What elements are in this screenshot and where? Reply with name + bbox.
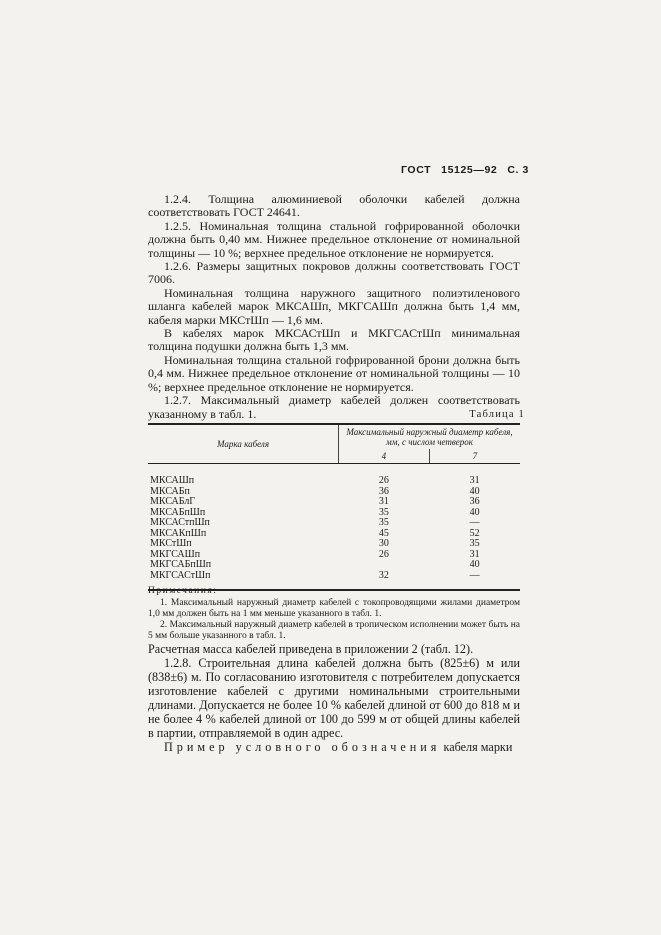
example-spaced-text: Пример условного обозначения — [164, 740, 441, 754]
paragraph: 1.2.6. Размеры защитных покровов должны соответствовать ГОСТ 7006. — [148, 259, 520, 287]
cell-v4: 30 — [378, 538, 389, 549]
cell-brand: МКСАСтпШп — [150, 517, 210, 528]
cell-v7: 31 — [469, 475, 480, 486]
paragraph: Номинальная толщина стальной гофрированной брони должна быть 0,4 мм. Нижнее предельное отклонение от номинальной толщины — 10 %; верхнее предельное отклонение не нормируется. — [148, 352, 520, 394]
cell-v4: 26 — [378, 548, 389, 560]
paragraph: В кабелях марок МКСАСтШп и МКГСАСтШп минимальная толщина подушки должна быть 1,3 мм. — [148, 326, 520, 354]
cell-brand: МКСАБпШп — [150, 506, 206, 518]
cell-brand: МКГСАШп — [150, 548, 201, 560]
cell-v4: 36 — [378, 485, 389, 497]
column-header-diameter: Максимальный наружный диаметр кабеля, мм, с числом четверок — [339, 424, 521, 449]
table-row — [148, 560, 520, 571]
cell-brand: МКСАБлГ — [150, 496, 196, 507]
cell-v7: — — [469, 517, 480, 528]
cell-v4: 35 — [378, 517, 389, 528]
cell-v7: 31 — [469, 548, 480, 560]
notes-title: Примечания: — [148, 586, 218, 596]
cell-brand: МКСтШп — [150, 538, 192, 549]
cell-v4 — [339, 560, 430, 571]
paragraph: Расчетная масса кабелей приведена в приложении 2 (табл. 12). — [148, 642, 474, 656]
example-rest-text: кабеля марки — [440, 740, 513, 754]
subheader-7: 7 — [429, 449, 520, 464]
table-row — [148, 487, 520, 498]
cell-brand: МКГСАБпШп — [150, 559, 212, 570]
cell-v7: 35 — [469, 538, 480, 549]
cell-v7: 52 — [469, 527, 480, 539]
bottom-text — [148, 642, 520, 754]
cell-brand: МКГСАСтШп — [148, 571, 339, 591]
note-item: 1. Максимальный наружный диаметр кабелей с токопроводящими жилами диаметром 1,0 мм должен быть на 1 мм меньше указанного в табл. 1. — [148, 598, 520, 619]
paragraph: 1.2.8. Строительная длина кабелей должна быть (825±6) м или (838±6) м. По согласованию изготовителя с потребителем допускается изготовление кабелей с другими номинальными строительными длинами. Допускается не более 10 % кабелей длиной от 600 до 818 м и не более 4 % кабелей длиной от 100 до 599 м от общей длины кабелей в партии, отправляемой в один адрес. — [148, 656, 520, 740]
top-text — [148, 193, 520, 421]
table-row — [148, 464, 520, 487]
table-row — [148, 497, 520, 508]
cell-v7: 40 — [469, 559, 480, 570]
cell-brand: МКСАШп — [150, 475, 195, 486]
cell-v7: — — [429, 571, 520, 591]
cell-v7: 40 — [469, 485, 480, 497]
table-notes — [148, 586, 520, 642]
table-row — [148, 518, 520, 529]
cell-v4: 32 — [339, 571, 430, 591]
page-header — [391, 164, 529, 176]
cell-v4: 45 — [378, 527, 389, 539]
paragraph: Номинальная толщина наружного защитного полиэтиленового шланга кабелей марок МКСАШп, МКГСАШп должна быть 1,4 мм, кабеля марки МКСтШп — 1,6 мм. — [148, 285, 520, 327]
cell-v4: 26 — [378, 475, 389, 486]
note-item: 2. Максимальный наружный диаметр кабелей в тропическом исполнении может быть на 5 мм больше указанного в табл. 1. — [148, 620, 520, 641]
header-page: С. 3 — [507, 164, 529, 176]
column-header-brand: Марка кабеля — [148, 424, 339, 464]
cell-v7: 36 — [469, 496, 480, 507]
paragraph: 1.2.5. Номинальная толщина стальной гофрированной оболочки должна быть 0,40 мм. Нижнее предельное отклонение от номинальной толщины — 10 %; верхнее предельное отклонение не нормируется. — [148, 218, 520, 260]
table-caption: Таблица 1 — [469, 409, 525, 420]
cell-brand: МКСАКпШп — [150, 527, 207, 539]
paragraph: 1.2.4. Толщина алюминиевой оболочки кабелей должна соответствовать ГОСТ 24641. — [148, 192, 520, 220]
cell-v4: 35 — [378, 506, 389, 518]
example-line — [148, 740, 520, 754]
table-row — [148, 529, 520, 540]
cell-v7: 40 — [469, 506, 480, 518]
subheader-4: 4 — [339, 449, 430, 464]
table-row — [148, 539, 520, 550]
header-number: 15125—92 — [441, 164, 498, 176]
cell-brand: МКСАБп — [150, 485, 190, 497]
header-standard: ГОСТ — [401, 164, 432, 176]
cell-v4: 31 — [378, 496, 389, 507]
paragraph: 1.2.7. Максимальный диаметр кабелей должен соответствовать указанному в табл. 1. — [148, 393, 520, 421]
cable-diameter-table — [148, 423, 520, 591]
